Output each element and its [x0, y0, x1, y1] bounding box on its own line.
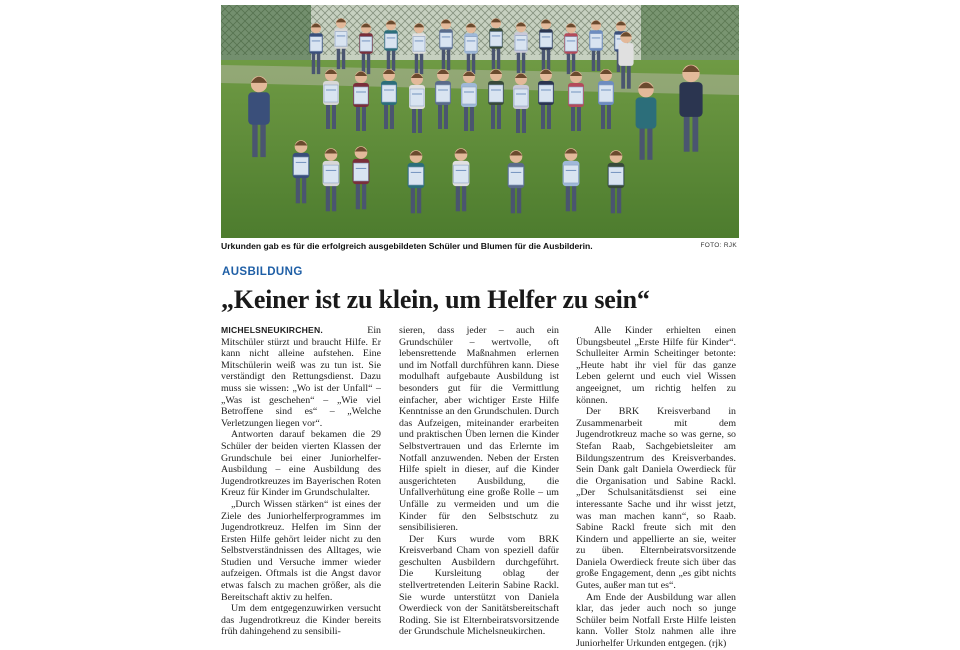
person-leg [542, 48, 545, 70]
person-leg [577, 105, 581, 131]
paragraph: Antworten darauf bekamen die 29 Schüler der beiden vierten Klassen der Grundschule bei einer Juniorhelfer-Ausbildung – eine Ausbildung des Jugendrotkreuzes im Bayerischen Roten Kreuz für Kinder im Grundschulalter. [221, 429, 381, 499]
person-leg [444, 103, 448, 129]
person-leg [332, 103, 336, 129]
person-leg [418, 107, 422, 133]
person-body [248, 92, 270, 124]
person-leg [326, 184, 330, 211]
article-body [221, 325, 739, 650]
person-leg [312, 52, 315, 74]
person-leg [384, 103, 388, 129]
certificate [540, 33, 552, 47]
person-leg [326, 103, 330, 129]
trees-left [221, 5, 311, 60]
person-leg [472, 52, 475, 74]
person-leg [567, 52, 570, 74]
person-leg [611, 186, 615, 213]
photo-caption [221, 241, 739, 255]
paragraph: „Durch Wissen stärken“ ist eines der Ziele des Juniorhelferprogrammes im Jugendrotkreuz. Helfen im Sinn der Ersten Hilfe gehört leider nicht zu den Selbstverständnissen des Alltages, wie Studien und Versuche immer wieder aufzeigen. Oftmals ist die Angst davor etwas falsch zu machen größer, als die Bereitschaft aktiv zu helfen. [221, 498, 381, 603]
certificate [609, 167, 624, 185]
person-leg [464, 105, 468, 131]
person-leg [517, 51, 520, 73]
paragraph: Am Ende der Ausbildung war allen klar, das jeder auch noch so junge Schüler beim Notfall Erste Hilfe leisten kann. Voller Stolz nahmen alle ihre Juniorhelfer Urkunden entgegen. (rjk) [576, 591, 736, 650]
person-leg [571, 105, 575, 131]
person-leg [516, 107, 520, 133]
person-leg [491, 103, 495, 129]
person-leg [522, 107, 526, 133]
certificate [413, 37, 425, 51]
certificate [354, 87, 368, 104]
person-leg [497, 103, 501, 129]
person-leg [692, 114, 698, 152]
person-leg [572, 52, 575, 74]
person-leg [522, 51, 525, 73]
certificate [599, 85, 613, 102]
group-photo [221, 5, 739, 238]
person-leg [356, 105, 360, 131]
certificate [565, 37, 577, 51]
person-leg [621, 64, 625, 89]
person-leg [640, 126, 645, 160]
person-body [679, 82, 702, 117]
certificate [489, 85, 503, 102]
certificate [569, 87, 583, 104]
certificate [515, 36, 527, 50]
person-leg [342, 47, 345, 69]
person-leg [607, 103, 611, 129]
certificate [509, 167, 524, 185]
certificate [385, 34, 397, 48]
photo-credit: FOTO: RJK [700, 242, 737, 249]
person-leg [517, 186, 521, 213]
person-leg [332, 184, 336, 211]
person-leg [617, 186, 621, 213]
person-leg [547, 103, 551, 129]
person-leg [442, 48, 445, 70]
person-leg [511, 186, 515, 213]
person-leg [592, 49, 595, 71]
newspaper-page [221, 0, 739, 650]
person-leg [362, 105, 366, 131]
person-leg [337, 47, 340, 69]
person-leg [412, 107, 416, 133]
certificate [409, 167, 424, 185]
person-body [636, 97, 657, 128]
article-column-3 [576, 325, 736, 650]
certificate [514, 89, 528, 106]
article-column-2 [399, 325, 559, 640]
person-leg [541, 103, 545, 129]
person-leg [387, 49, 390, 71]
person-leg [317, 52, 320, 74]
certificate [324, 165, 339, 183]
person-leg [411, 186, 415, 213]
paragraph: Um dem entgegenzuwirken versucht das Jugendrotkreuz die Kinder bereits früh dahingehend zu sensibili- [221, 603, 381, 638]
person-leg [367, 52, 370, 74]
certificate [462, 87, 476, 104]
certificate [590, 34, 602, 48]
certificate [360, 37, 372, 51]
certificate [454, 165, 469, 183]
person-leg [627, 64, 631, 89]
person-leg [547, 48, 550, 70]
person-leg [462, 184, 466, 211]
person-leg [497, 47, 500, 69]
certificate [436, 85, 450, 102]
person-leg [597, 49, 600, 71]
person-leg [647, 126, 652, 160]
person-leg [470, 105, 474, 131]
certificate [294, 157, 309, 175]
headline: „Keiner ist zu klein, um Helfer zu sein“ [221, 285, 650, 314]
person-leg [438, 103, 442, 129]
person-leg [296, 176, 300, 203]
paragraph: sieren, dass jeder – auch ein Grundschüler – wertvolle, oft lebensrettende Maßnahmen erlernen und im Notfall durchführen kann. Diese modulhaft aufgebaute Ausbildung ist besonders gut für die Vermittlung einfacher, aber wichtiger Erste Hilfe Kenntnisse an den Grundschulen. Durch das Aufzeigen, miteinander erarbeiten und praktischen Üben lernen die Kinder Selbstvertrauen und das Erlernte im Notfall anzuwenden. Neben der Ersten Hilfe spielt in dieser, auf die Kinder ausgerichteten Ausbildung, die Unfallverhütung eine große Rolle – um Unfälle zu vermeiden und um die Kinder für den Selbstschutz zu sensibilisieren. [399, 325, 559, 534]
caption-text: Urkunden gab es für die erfolgreich ausgebildeten Schüler und Blumen für die Ausbilderin. [221, 241, 593, 251]
person-leg [362, 182, 366, 209]
dateline: MICHELSNEUKIRCHEN. [221, 325, 323, 335]
group-photo-illustration [221, 5, 739, 238]
trees-right [641, 5, 739, 65]
person-leg [252, 122, 257, 157]
certificate [335, 32, 347, 46]
person-leg [356, 182, 360, 209]
person-leg [684, 114, 690, 152]
certificate [382, 85, 396, 102]
person-leg [467, 52, 470, 74]
certificate [410, 89, 424, 106]
certificate [564, 165, 579, 183]
certificate [465, 37, 477, 51]
certificate [440, 33, 452, 47]
paragraph: Der Kurs wurde vom BRK Kreisverband Cham von speziell dafür geschulten Ausbildern durchgeführt. Die Kursleitung oblag der stellvertretenden Leiterin Sabine Rackl. Sie wurde unterstützt von Daniela Owerdieck von der Sanitätsbereitschaft Roding. Sie ist Elternbeiratsvorsitzende der Grundschule Michelsneukirchen. [399, 533, 559, 638]
paragraph-text: Ein Mitschüler stürzt und braucht Hilfe. Er kann nicht alleine aufstehen. Eine Mitschülerin weiß was zu tun ist. Sie verständigt den Rettungsdienst. Dazu muss sie wissen: „Wo ist der Unfall“ – „Was ist geschehen“ – „Wie viel Betroffene sind es“ – „Welche Verletzungen liegen vor“. [221, 325, 381, 429]
person-leg [456, 184, 460, 211]
article-column-1 [221, 325, 381, 640]
person-leg [390, 103, 394, 129]
person-leg [302, 176, 306, 203]
person-leg [392, 49, 395, 71]
certificate [490, 32, 502, 46]
certificate [310, 37, 322, 51]
person-leg [601, 103, 605, 129]
certificate [324, 85, 338, 102]
person-leg [572, 184, 576, 211]
person-leg [362, 52, 365, 74]
paragraph [221, 325, 381, 429]
paragraph: Der BRK Kreisverband in Zusammenarbeit mit dem Jugendrotkreuz mache so was gerne, so Stefan Raab, Sachgebietsleiter am Bildungszentrum des Kreisverbandes. Sein Dank galt Daniela Owerdieck für die Organisation und Sabine Rackl. „Der Schulsanitätsdienst sei eine interessante Sache und ihr wisst jetzt, was man machen kann“, so Raab. Sabine Rackl freute sich mit den Kindern und appellierte an sie, weiter zu üben. Elternbeiratsvorsitzende Daniela Owerdieck freute sich über das große Engagement, denn „es gibt nichts Gutes, außer man tut es“. [576, 406, 736, 592]
person-leg [417, 186, 421, 213]
paragraph: Alle Kinder erhielten einen Übungsbeutel „Erste Hilfe für Kinder“. Schulleiter Armin Scheitinger betonte: „Heute habt ihr viel für das ganze Leben gelernt und euch viel Wissen angeeignet, um richtig helfen zu können. [576, 325, 736, 406]
certificate [539, 85, 553, 102]
person-leg [420, 52, 423, 74]
section-kicker: AUSBILDUNG [222, 266, 303, 278]
person-leg [447, 48, 450, 70]
person-leg [566, 184, 570, 211]
person-body [618, 43, 633, 66]
person-leg [492, 47, 495, 69]
certificate [354, 163, 369, 181]
person-leg [260, 122, 265, 157]
person-leg [415, 52, 418, 74]
